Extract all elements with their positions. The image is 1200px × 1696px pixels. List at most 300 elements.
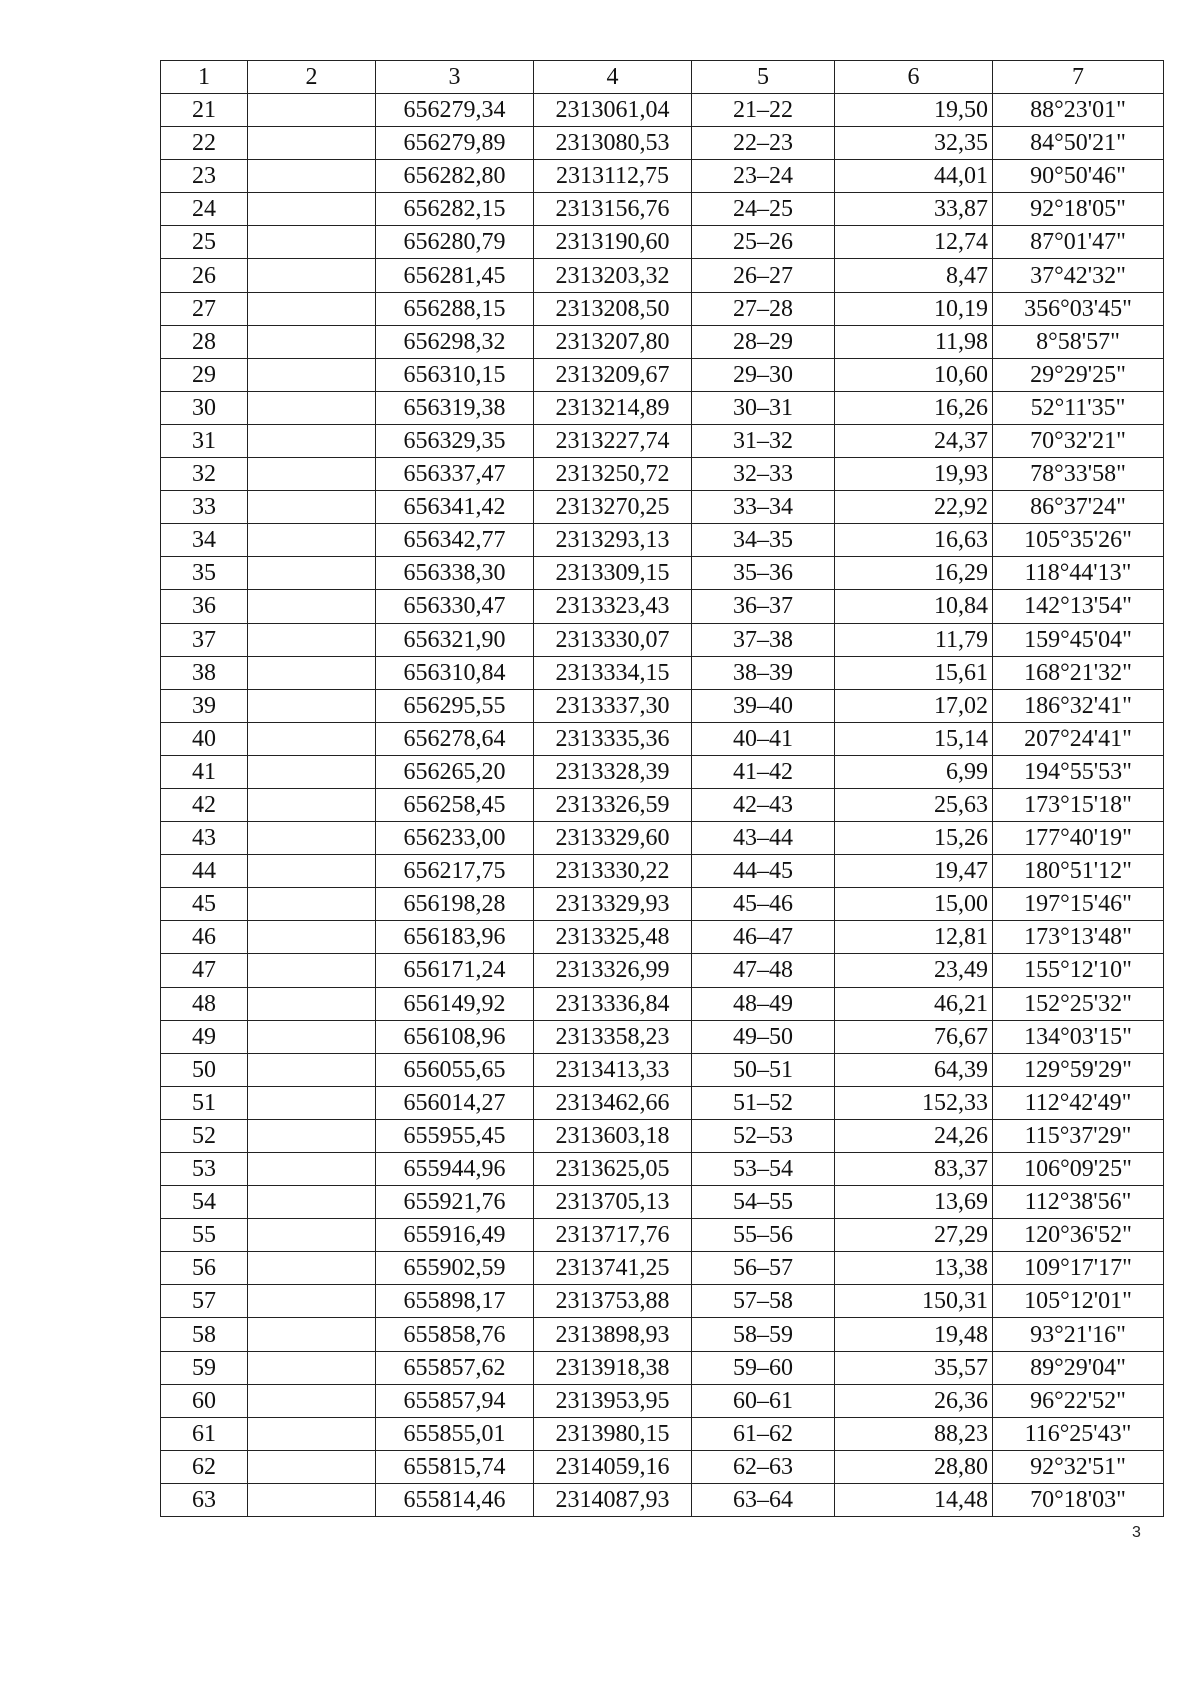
segment-cell: 39–40 [692,689,835,722]
x-coordinate-cell: 656282,80 [376,160,534,193]
segment-cell: 62–63 [692,1450,835,1483]
point-number-cell: 45 [161,888,248,921]
y-coordinate-cell: 2313250,72 [534,458,692,491]
direction-angle-cell: 105°35'26" [993,524,1164,557]
x-coordinate-cell: 655898,17 [376,1285,534,1318]
length-cell: 10,19 [835,292,993,325]
direction-angle-cell: 180°51'12" [993,855,1164,888]
point-name-cell [248,127,376,160]
x-coordinate-cell: 656279,34 [376,94,534,127]
point-name-cell [248,855,376,888]
x-coordinate-cell: 656217,75 [376,855,534,888]
y-coordinate-cell: 2314087,93 [534,1483,692,1516]
point-name-cell [248,1186,376,1219]
point-name-cell [248,193,376,226]
direction-angle-cell: 78°33'58" [993,458,1164,491]
length-cell: 19,93 [835,458,993,491]
point-name-cell [248,1417,376,1450]
point-number-cell: 27 [161,292,248,325]
segment-cell: 60–61 [692,1384,835,1417]
table-row [161,590,1164,623]
x-coordinate-cell: 656288,15 [376,292,534,325]
y-coordinate-cell: 2313717,76 [534,1219,692,1252]
x-coordinate-cell: 655857,94 [376,1384,534,1417]
point-name-cell [248,1252,376,1285]
point-number-cell: 57 [161,1285,248,1318]
segment-cell: 61–62 [692,1417,835,1450]
segment-cell: 23–24 [692,160,835,193]
direction-angle-cell: 106°09'25" [993,1153,1164,1186]
table-row [161,755,1164,788]
point-name-cell [248,689,376,722]
y-coordinate-cell: 2313309,15 [534,557,692,590]
point-name-cell [248,94,376,127]
x-coordinate-cell: 656298,32 [376,325,534,358]
segment-cell: 59–60 [692,1351,835,1384]
coordinates-table [160,60,1164,1517]
point-name-cell [248,656,376,689]
table-row [161,358,1164,391]
direction-angle-cell: 87°01'47" [993,226,1164,259]
point-number-cell: 37 [161,623,248,656]
table-row [161,1351,1164,1384]
direction-angle-cell: 52°11'35" [993,391,1164,424]
point-number-cell: 33 [161,491,248,524]
x-coordinate-cell: 656330,47 [376,590,534,623]
segment-cell: 35–36 [692,557,835,590]
length-cell: 16,63 [835,524,993,557]
y-coordinate-cell: 2313208,50 [534,292,692,325]
x-coordinate-cell: 656280,79 [376,226,534,259]
segment-cell: 30–31 [692,391,835,424]
table-row [161,1186,1164,1219]
length-cell: 64,39 [835,1053,993,1086]
header-cell-1: 1 [161,61,248,94]
y-coordinate-cell: 2313953,95 [534,1384,692,1417]
point-number-cell: 21 [161,94,248,127]
segment-cell: 32–33 [692,458,835,491]
length-cell: 16,26 [835,391,993,424]
point-name-cell [248,259,376,292]
length-cell: 22,92 [835,491,993,524]
direction-angle-cell: 29°29'25" [993,358,1164,391]
table-row [161,557,1164,590]
segment-cell: 24–25 [692,193,835,226]
point-name-cell [248,1119,376,1152]
point-name-cell [248,987,376,1020]
point-number-cell: 63 [161,1483,248,1516]
segment-cell: 34–35 [692,524,835,557]
point-name-cell [248,458,376,491]
x-coordinate-cell: 655815,74 [376,1450,534,1483]
length-cell: 13,38 [835,1252,993,1285]
length-cell: 11,98 [835,325,993,358]
length-cell: 25,63 [835,788,993,821]
y-coordinate-cell: 2313227,74 [534,424,692,457]
length-cell: 16,29 [835,557,993,590]
length-cell: 15,00 [835,888,993,921]
table-row [161,987,1164,1020]
length-cell: 32,35 [835,127,993,160]
y-coordinate-cell: 2313209,67 [534,358,692,391]
table-row [161,822,1164,855]
x-coordinate-cell: 656149,92 [376,987,534,1020]
length-cell: 44,01 [835,160,993,193]
y-coordinate-cell: 2313203,32 [534,259,692,292]
point-number-cell: 43 [161,822,248,855]
point-name-cell [248,1020,376,1053]
table-row [161,1020,1164,1053]
point-number-cell: 54 [161,1186,248,1219]
length-cell: 23,49 [835,954,993,987]
direction-angle-cell: 186°32'41" [993,689,1164,722]
segment-cell: 43–44 [692,822,835,855]
y-coordinate-cell: 2313980,15 [534,1417,692,1450]
segment-cell: 38–39 [692,656,835,689]
x-coordinate-cell: 655921,76 [376,1186,534,1219]
point-name-cell [248,590,376,623]
x-coordinate-cell: 656055,65 [376,1053,534,1086]
table-row [161,1285,1164,1318]
point-name-cell [248,358,376,391]
point-number-cell: 36 [161,590,248,623]
x-coordinate-cell: 656282,15 [376,193,534,226]
table-row [161,524,1164,557]
segment-cell: 31–32 [692,424,835,457]
point-number-cell: 41 [161,755,248,788]
point-name-cell [248,1351,376,1384]
point-name-cell [248,888,376,921]
x-coordinate-cell: 655916,49 [376,1219,534,1252]
table-row [161,1483,1164,1516]
x-coordinate-cell: 656258,45 [376,788,534,821]
length-cell: 28,80 [835,1450,993,1483]
length-cell: 152,33 [835,1086,993,1119]
length-cell: 27,29 [835,1219,993,1252]
table-row [161,1053,1164,1086]
segment-cell: 36–37 [692,590,835,623]
length-cell: 76,67 [835,1020,993,1053]
direction-angle-cell: 173°13'48" [993,921,1164,954]
table-row [161,656,1164,689]
direction-angle-cell: 93°21'16" [993,1318,1164,1351]
y-coordinate-cell: 2313334,15 [534,656,692,689]
point-name-cell [248,1285,376,1318]
point-number-cell: 61 [161,1417,248,1450]
length-cell: 11,79 [835,623,993,656]
x-coordinate-cell: 655944,96 [376,1153,534,1186]
direction-angle-cell: 92°32'51" [993,1450,1164,1483]
length-cell: 46,21 [835,987,993,1020]
direction-angle-cell: 207°24'41" [993,722,1164,755]
segment-cell: 33–34 [692,491,835,524]
length-cell: 26,36 [835,1384,993,1417]
y-coordinate-cell: 2313156,76 [534,193,692,226]
x-coordinate-cell: 656295,55 [376,689,534,722]
table-row [161,292,1164,325]
table-row [161,259,1164,292]
x-coordinate-cell: 656014,27 [376,1086,534,1119]
length-cell: 83,37 [835,1153,993,1186]
x-coordinate-cell: 655902,59 [376,1252,534,1285]
point-number-cell: 32 [161,458,248,491]
length-cell: 33,87 [835,193,993,226]
table-row [161,888,1164,921]
x-coordinate-cell: 656337,47 [376,458,534,491]
segment-cell: 25–26 [692,226,835,259]
length-cell: 12,81 [835,921,993,954]
length-cell: 8,47 [835,259,993,292]
y-coordinate-cell: 2313918,38 [534,1351,692,1384]
segment-cell: 58–59 [692,1318,835,1351]
point-number-cell: 46 [161,921,248,954]
point-name-cell [248,226,376,259]
header-cell-2: 2 [248,61,376,94]
table-row [161,226,1164,259]
length-cell: 15,61 [835,656,993,689]
x-coordinate-cell: 655955,45 [376,1119,534,1152]
y-coordinate-cell: 2313207,80 [534,325,692,358]
direction-angle-cell: 105°12'01" [993,1285,1164,1318]
table-row [161,1417,1164,1450]
y-coordinate-cell: 2313330,22 [534,855,692,888]
direction-angle-cell: 8°58'57" [993,325,1164,358]
x-coordinate-cell: 656310,15 [376,358,534,391]
point-number-cell: 40 [161,722,248,755]
table-body [161,61,1164,1517]
segment-cell: 22–23 [692,127,835,160]
length-cell: 15,14 [835,722,993,755]
x-coordinate-cell: 655858,76 [376,1318,534,1351]
point-number-cell: 62 [161,1450,248,1483]
point-name-cell [248,391,376,424]
length-cell: 17,02 [835,689,993,722]
segment-cell: 42–43 [692,788,835,821]
table-row [161,788,1164,821]
y-coordinate-cell: 2313329,60 [534,822,692,855]
direction-angle-cell: 112°38'56" [993,1186,1164,1219]
table-row [161,127,1164,160]
point-name-cell [248,1318,376,1351]
point-number-cell: 50 [161,1053,248,1086]
point-name-cell [248,1483,376,1516]
point-number-cell: 53 [161,1153,248,1186]
table-row [161,1450,1164,1483]
direction-angle-cell: 84°50'21" [993,127,1164,160]
x-coordinate-cell: 656265,20 [376,755,534,788]
direction-angle-cell: 70°32'21" [993,424,1164,457]
table-row [161,1119,1164,1152]
y-coordinate-cell: 2313705,13 [534,1186,692,1219]
point-number-cell: 26 [161,259,248,292]
x-coordinate-cell: 656341,42 [376,491,534,524]
direction-angle-cell: 155°12'10" [993,954,1164,987]
point-number-cell: 59 [161,1351,248,1384]
point-name-cell [248,921,376,954]
segment-cell: 48–49 [692,987,835,1020]
direction-angle-cell: 37°42'32" [993,259,1164,292]
segment-cell: 26–27 [692,259,835,292]
point-number-cell: 25 [161,226,248,259]
table-row [161,193,1164,226]
point-name-cell [248,1053,376,1086]
header-cell-3: 3 [376,61,534,94]
point-name-cell [248,491,376,524]
point-name-cell [248,722,376,755]
direction-angle-cell: 142°13'54" [993,590,1164,623]
segment-cell: 51–52 [692,1086,835,1119]
segment-cell: 53–54 [692,1153,835,1186]
table-row [161,921,1164,954]
point-name-cell [248,160,376,193]
segment-cell: 29–30 [692,358,835,391]
point-number-cell: 39 [161,689,248,722]
segment-cell: 45–46 [692,888,835,921]
x-coordinate-cell: 656321,90 [376,623,534,656]
point-name-cell [248,524,376,557]
table-row [161,623,1164,656]
length-cell: 12,74 [835,226,993,259]
point-number-cell: 51 [161,1086,248,1119]
segment-cell: 50–51 [692,1053,835,1086]
y-coordinate-cell: 2313270,25 [534,491,692,524]
segment-cell: 37–38 [692,623,835,656]
table-row [161,458,1164,491]
x-coordinate-cell: 656342,77 [376,524,534,557]
direction-angle-cell: 92°18'05" [993,193,1164,226]
length-cell: 6,99 [835,755,993,788]
direction-angle-cell: 152°25'32" [993,987,1164,1020]
length-cell: 15,26 [835,822,993,855]
segment-cell: 27–28 [692,292,835,325]
point-name-cell [248,1219,376,1252]
direction-angle-cell: 159°45'04" [993,623,1164,656]
table-row [161,954,1164,987]
length-cell: 150,31 [835,1285,993,1318]
length-cell: 24,26 [835,1119,993,1152]
point-name-cell [248,954,376,987]
point-name-cell [248,1450,376,1483]
table-row [161,94,1164,127]
direction-angle-cell: 197°15'46" [993,888,1164,921]
segment-cell: 47–48 [692,954,835,987]
point-number-cell: 55 [161,1219,248,1252]
y-coordinate-cell: 2313328,39 [534,755,692,788]
direction-angle-cell: 88°23'01" [993,94,1164,127]
segment-cell: 41–42 [692,755,835,788]
point-number-cell: 34 [161,524,248,557]
x-coordinate-cell: 655857,62 [376,1351,534,1384]
length-cell: 13,69 [835,1186,993,1219]
header-cell-5: 5 [692,61,835,94]
point-name-cell [248,557,376,590]
y-coordinate-cell: 2313625,05 [534,1153,692,1186]
y-coordinate-cell: 2313326,99 [534,954,692,987]
x-coordinate-cell: 656233,00 [376,822,534,855]
table-row [161,689,1164,722]
y-coordinate-cell: 2313326,59 [534,788,692,821]
length-cell: 14,48 [835,1483,993,1516]
point-name-cell [248,623,376,656]
header-cell-7: 7 [993,61,1164,94]
x-coordinate-cell: 656329,35 [376,424,534,457]
x-coordinate-cell: 656338,30 [376,557,534,590]
point-number-cell: 48 [161,987,248,1020]
y-coordinate-cell: 2313337,30 [534,689,692,722]
x-coordinate-cell: 656198,28 [376,888,534,921]
direction-angle-cell: 129°59'29" [993,1053,1164,1086]
point-name-cell [248,822,376,855]
segment-cell: 46–47 [692,921,835,954]
y-coordinate-cell: 2313325,48 [534,921,692,954]
y-coordinate-cell: 2313190,60 [534,226,692,259]
direction-angle-cell: 356°03'45" [993,292,1164,325]
x-coordinate-cell: 655814,46 [376,1483,534,1516]
point-number-cell: 56 [161,1252,248,1285]
y-coordinate-cell: 2313462,66 [534,1086,692,1119]
segment-cell: 55–56 [692,1219,835,1252]
y-coordinate-cell: 2313413,33 [534,1053,692,1086]
point-number-cell: 31 [161,424,248,457]
point-number-cell: 35 [161,557,248,590]
direction-angle-cell: 112°42'49" [993,1086,1164,1119]
header-cell-6: 6 [835,61,993,94]
y-coordinate-cell: 2313898,93 [534,1318,692,1351]
y-coordinate-cell: 2313323,43 [534,590,692,623]
point-number-cell: 23 [161,160,248,193]
length-cell: 35,57 [835,1351,993,1384]
point-number-cell: 24 [161,193,248,226]
direction-angle-cell: 89°29'04" [993,1351,1164,1384]
direction-angle-cell: 86°37'24" [993,491,1164,524]
table-header-row [161,61,1164,94]
segment-cell: 49–50 [692,1020,835,1053]
point-name-cell [248,788,376,821]
direction-angle-cell: 134°03'15" [993,1020,1164,1053]
segment-cell: 40–41 [692,722,835,755]
point-number-cell: 28 [161,325,248,358]
direction-angle-cell: 96°22'52" [993,1384,1164,1417]
x-coordinate-cell: 656183,96 [376,921,534,954]
y-coordinate-cell: 2313358,23 [534,1020,692,1053]
point-number-cell: 44 [161,855,248,888]
table-row [161,1153,1164,1186]
table-row [161,1318,1164,1351]
table-row [161,855,1164,888]
point-number-cell: 58 [161,1318,248,1351]
table-row [161,325,1164,358]
segment-cell: 56–57 [692,1252,835,1285]
header-cell-4: 4 [534,61,692,94]
x-coordinate-cell: 656171,24 [376,954,534,987]
table-row [161,491,1164,524]
point-number-cell: 29 [161,358,248,391]
y-coordinate-cell: 2313741,25 [534,1252,692,1285]
segment-cell: 44–45 [692,855,835,888]
length-cell: 19,47 [835,855,993,888]
direction-angle-cell: 109°17'17" [993,1252,1164,1285]
length-cell: 88,23 [835,1417,993,1450]
table-row [161,722,1164,755]
y-coordinate-cell: 2313080,53 [534,127,692,160]
point-name-cell [248,424,376,457]
point-number-cell: 30 [161,391,248,424]
segment-cell: 21–22 [692,94,835,127]
y-coordinate-cell: 2313214,89 [534,391,692,424]
y-coordinate-cell: 2313753,88 [534,1285,692,1318]
point-name-cell [248,292,376,325]
point-name-cell [248,1153,376,1186]
